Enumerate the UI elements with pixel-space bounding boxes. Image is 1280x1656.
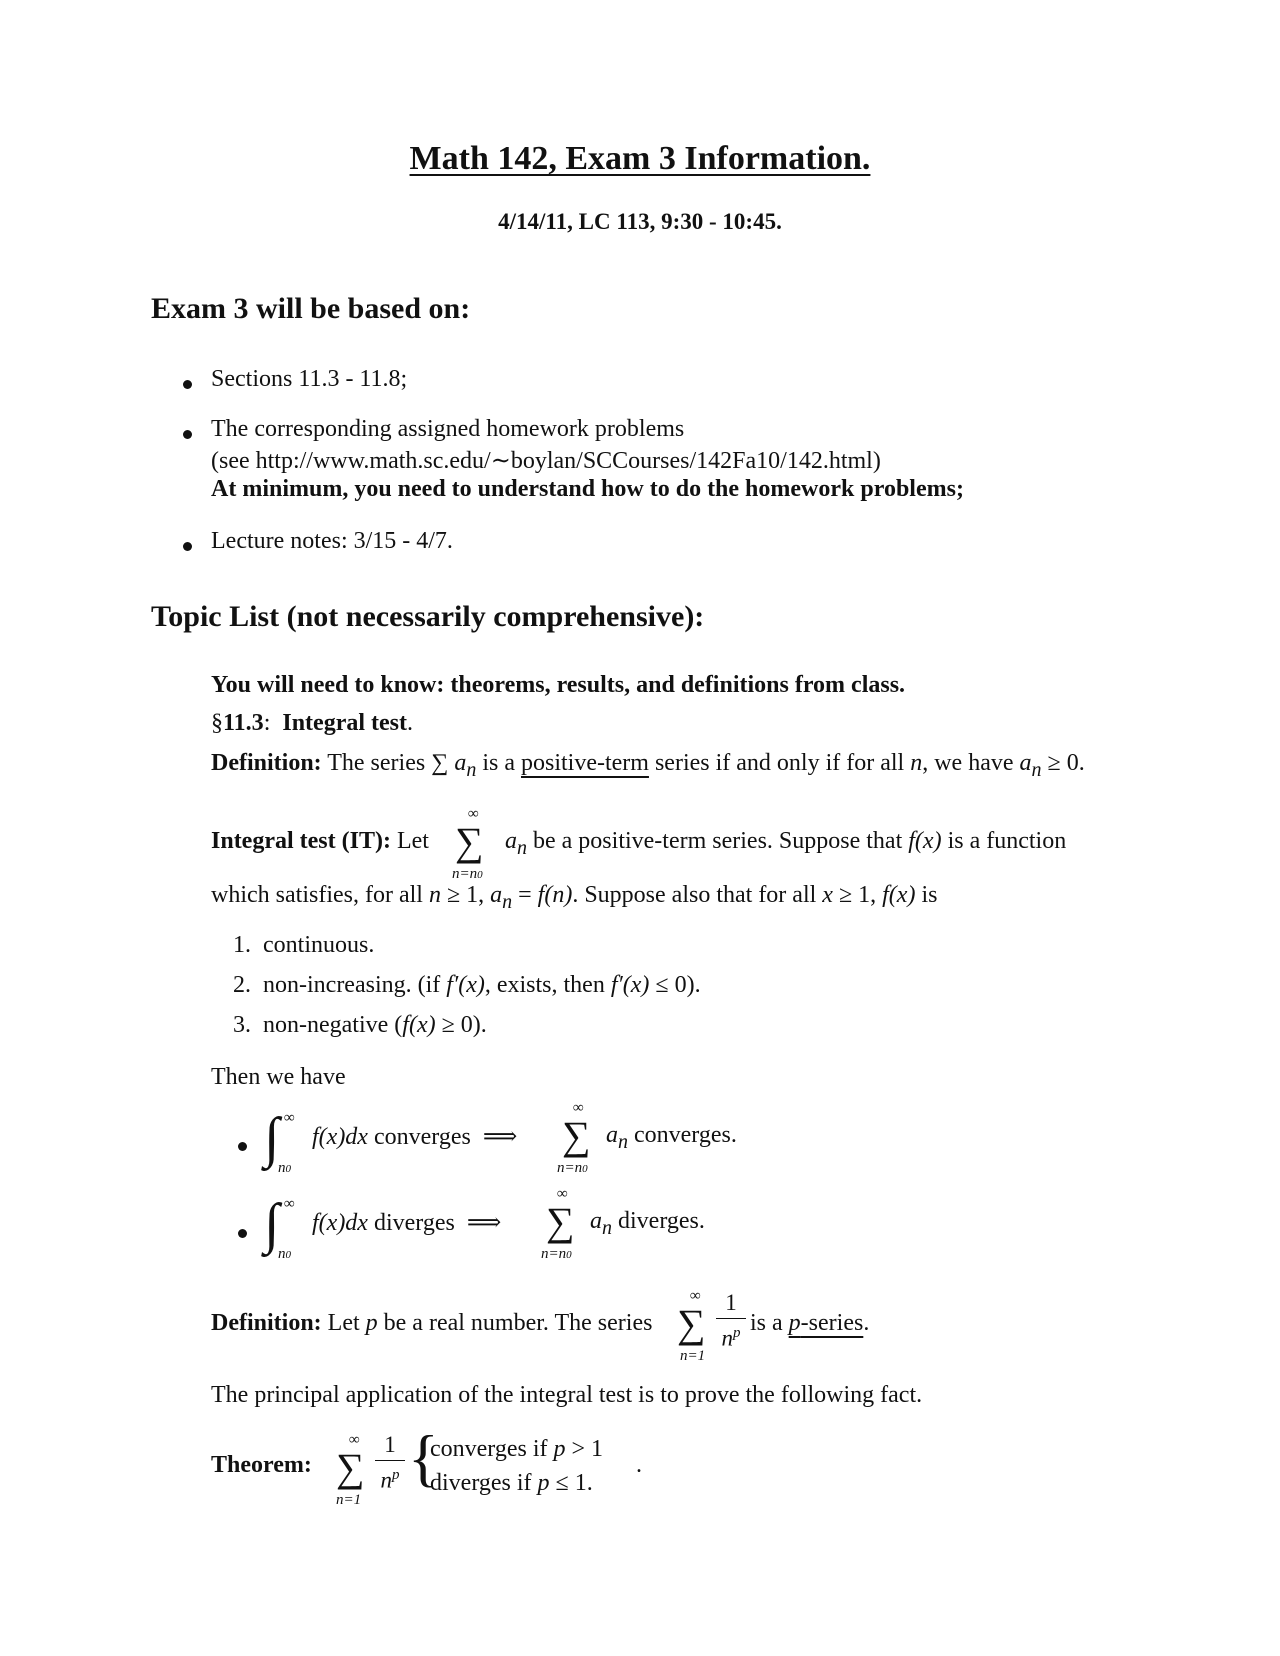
sum-upper-limit: ∞ xyxy=(573,1100,584,1116)
p-series-term: is a p-series. xyxy=(750,1310,870,1336)
homework-url: (see http://www.math.sc.edu/∼boylan/SCCourses/142Fa10/142.html) xyxy=(211,448,881,474)
list-item-sections: Sections 11.3 - 11.8; xyxy=(211,366,408,392)
summation-symbol: ∑ xyxy=(677,1301,706,1346)
integral-test-statement: $a_n$ be a positive-term series. Suppose that f(x) is a function xyxy=(505,828,1067,859)
summation-symbol: ∑ xyxy=(336,1445,365,1490)
fraction-one-over-n-p: 1 $n^p$ xyxy=(375,1432,405,1494)
theorem-end-dot: . xyxy=(636,1452,642,1478)
theorem-label: Theorem: xyxy=(211,1452,312,1478)
sum-lower-limit: n=1 xyxy=(680,1348,706,1364)
page-title: Math 142, Exam 3 Information. xyxy=(409,140,871,177)
implication-converges: f(x)dx converges ⟹ xyxy=(312,1124,518,1150)
condition-continuous: 1. continuous. xyxy=(233,932,375,958)
integral-test-label: Integral test (IT): Let xyxy=(211,828,429,854)
summation-symbol: ∑ xyxy=(455,819,484,864)
integral-symbol: ∫ xyxy=(264,1193,280,1255)
bullet-icon xyxy=(183,542,192,551)
list-item-homework: The corresponding assigned homework problems xyxy=(211,416,685,442)
sum-lower-limit: n=1 xyxy=(336,1492,362,1508)
know-statement: You will need to know: theorems, results, and definitions from class. xyxy=(211,672,906,698)
list-item-lecture-notes: Lecture notes: 3/15 - 4/7. xyxy=(211,528,453,554)
integral-lower-limit: n0 xyxy=(278,1246,291,1262)
principal-application: The principal application of the integral test is to prove the following fact. xyxy=(211,1382,923,1408)
theorem-case-converges: converges if p > 1 xyxy=(430,1436,604,1462)
integral-symbol: ∫ xyxy=(264,1107,280,1169)
theorem-case-diverges: diverges if p ≤ 1. xyxy=(430,1470,593,1496)
fraction-one-over-n-p: 1 $n^p$ xyxy=(716,1290,746,1352)
sum-upper-limit: ∞ xyxy=(468,806,479,822)
integral-upper-limit: ∞ xyxy=(284,1110,295,1126)
implication-diverges: f(x)dx diverges ⟹ xyxy=(312,1210,502,1236)
integral-lower-limit: n0 xyxy=(278,1160,291,1176)
summation-symbol: ∑ xyxy=(562,1113,591,1158)
sum-lower-limit: n=n0 xyxy=(541,1246,572,1262)
sum-upper-limit: ∞ xyxy=(690,1288,701,1304)
sum-lower-limit: n=n0 xyxy=(452,866,483,882)
bullet-icon xyxy=(183,380,192,389)
then-we-have: Then we have xyxy=(211,1064,346,1090)
cases-brace: { xyxy=(408,1422,439,1493)
series-diverges: $a_n$ diverges. xyxy=(590,1208,705,1239)
series-converges: $a_n$ converges. xyxy=(606,1122,737,1153)
integral-upper-limit: ∞ xyxy=(284,1196,295,1212)
sum-upper-limit: ∞ xyxy=(557,1186,568,1202)
sum-upper-limit: ∞ xyxy=(349,1432,360,1448)
sum-lower-limit: n=n0 xyxy=(557,1160,588,1176)
integral-test-conditions-intro: which satisfies, for all n ≥ 1, $a_n = f(n)$. Suppose also that for all x ≥ 1, f(x) is xyxy=(211,882,938,913)
condition-non-negative: 3. non-negative (f(x) ≥ 0). xyxy=(233,1012,487,1038)
bullet-icon xyxy=(238,1229,247,1238)
exam-date-location: 4/14/11, LC 113, 9:30 - 10:45. xyxy=(498,209,782,234)
topic-list-heading: Topic List (not necessarily comprehensive): xyxy=(151,600,705,633)
bullet-icon xyxy=(238,1142,247,1151)
summation-symbol: ∑ xyxy=(546,1199,575,1244)
based-on-heading: Exam 3 will be based on: xyxy=(151,292,471,325)
section-heading: §11.3: Integral test. xyxy=(211,710,413,736)
bullet-icon xyxy=(183,430,192,439)
condition-non-increasing: 2. non-increasing. (if f′(x), exists, then f′(x) ≤ 0). xyxy=(233,972,701,998)
definition-positive-term: Definition: The series ∑ $a_n$ is a positive-term series if and only if for all n, we have $a_n \ge 0$. xyxy=(211,750,1085,781)
definition-p-series: Definition: Let p be a real number. The series xyxy=(211,1310,653,1336)
homework-note: At minimum, you need to understand how to do the homework problems; xyxy=(211,476,964,502)
